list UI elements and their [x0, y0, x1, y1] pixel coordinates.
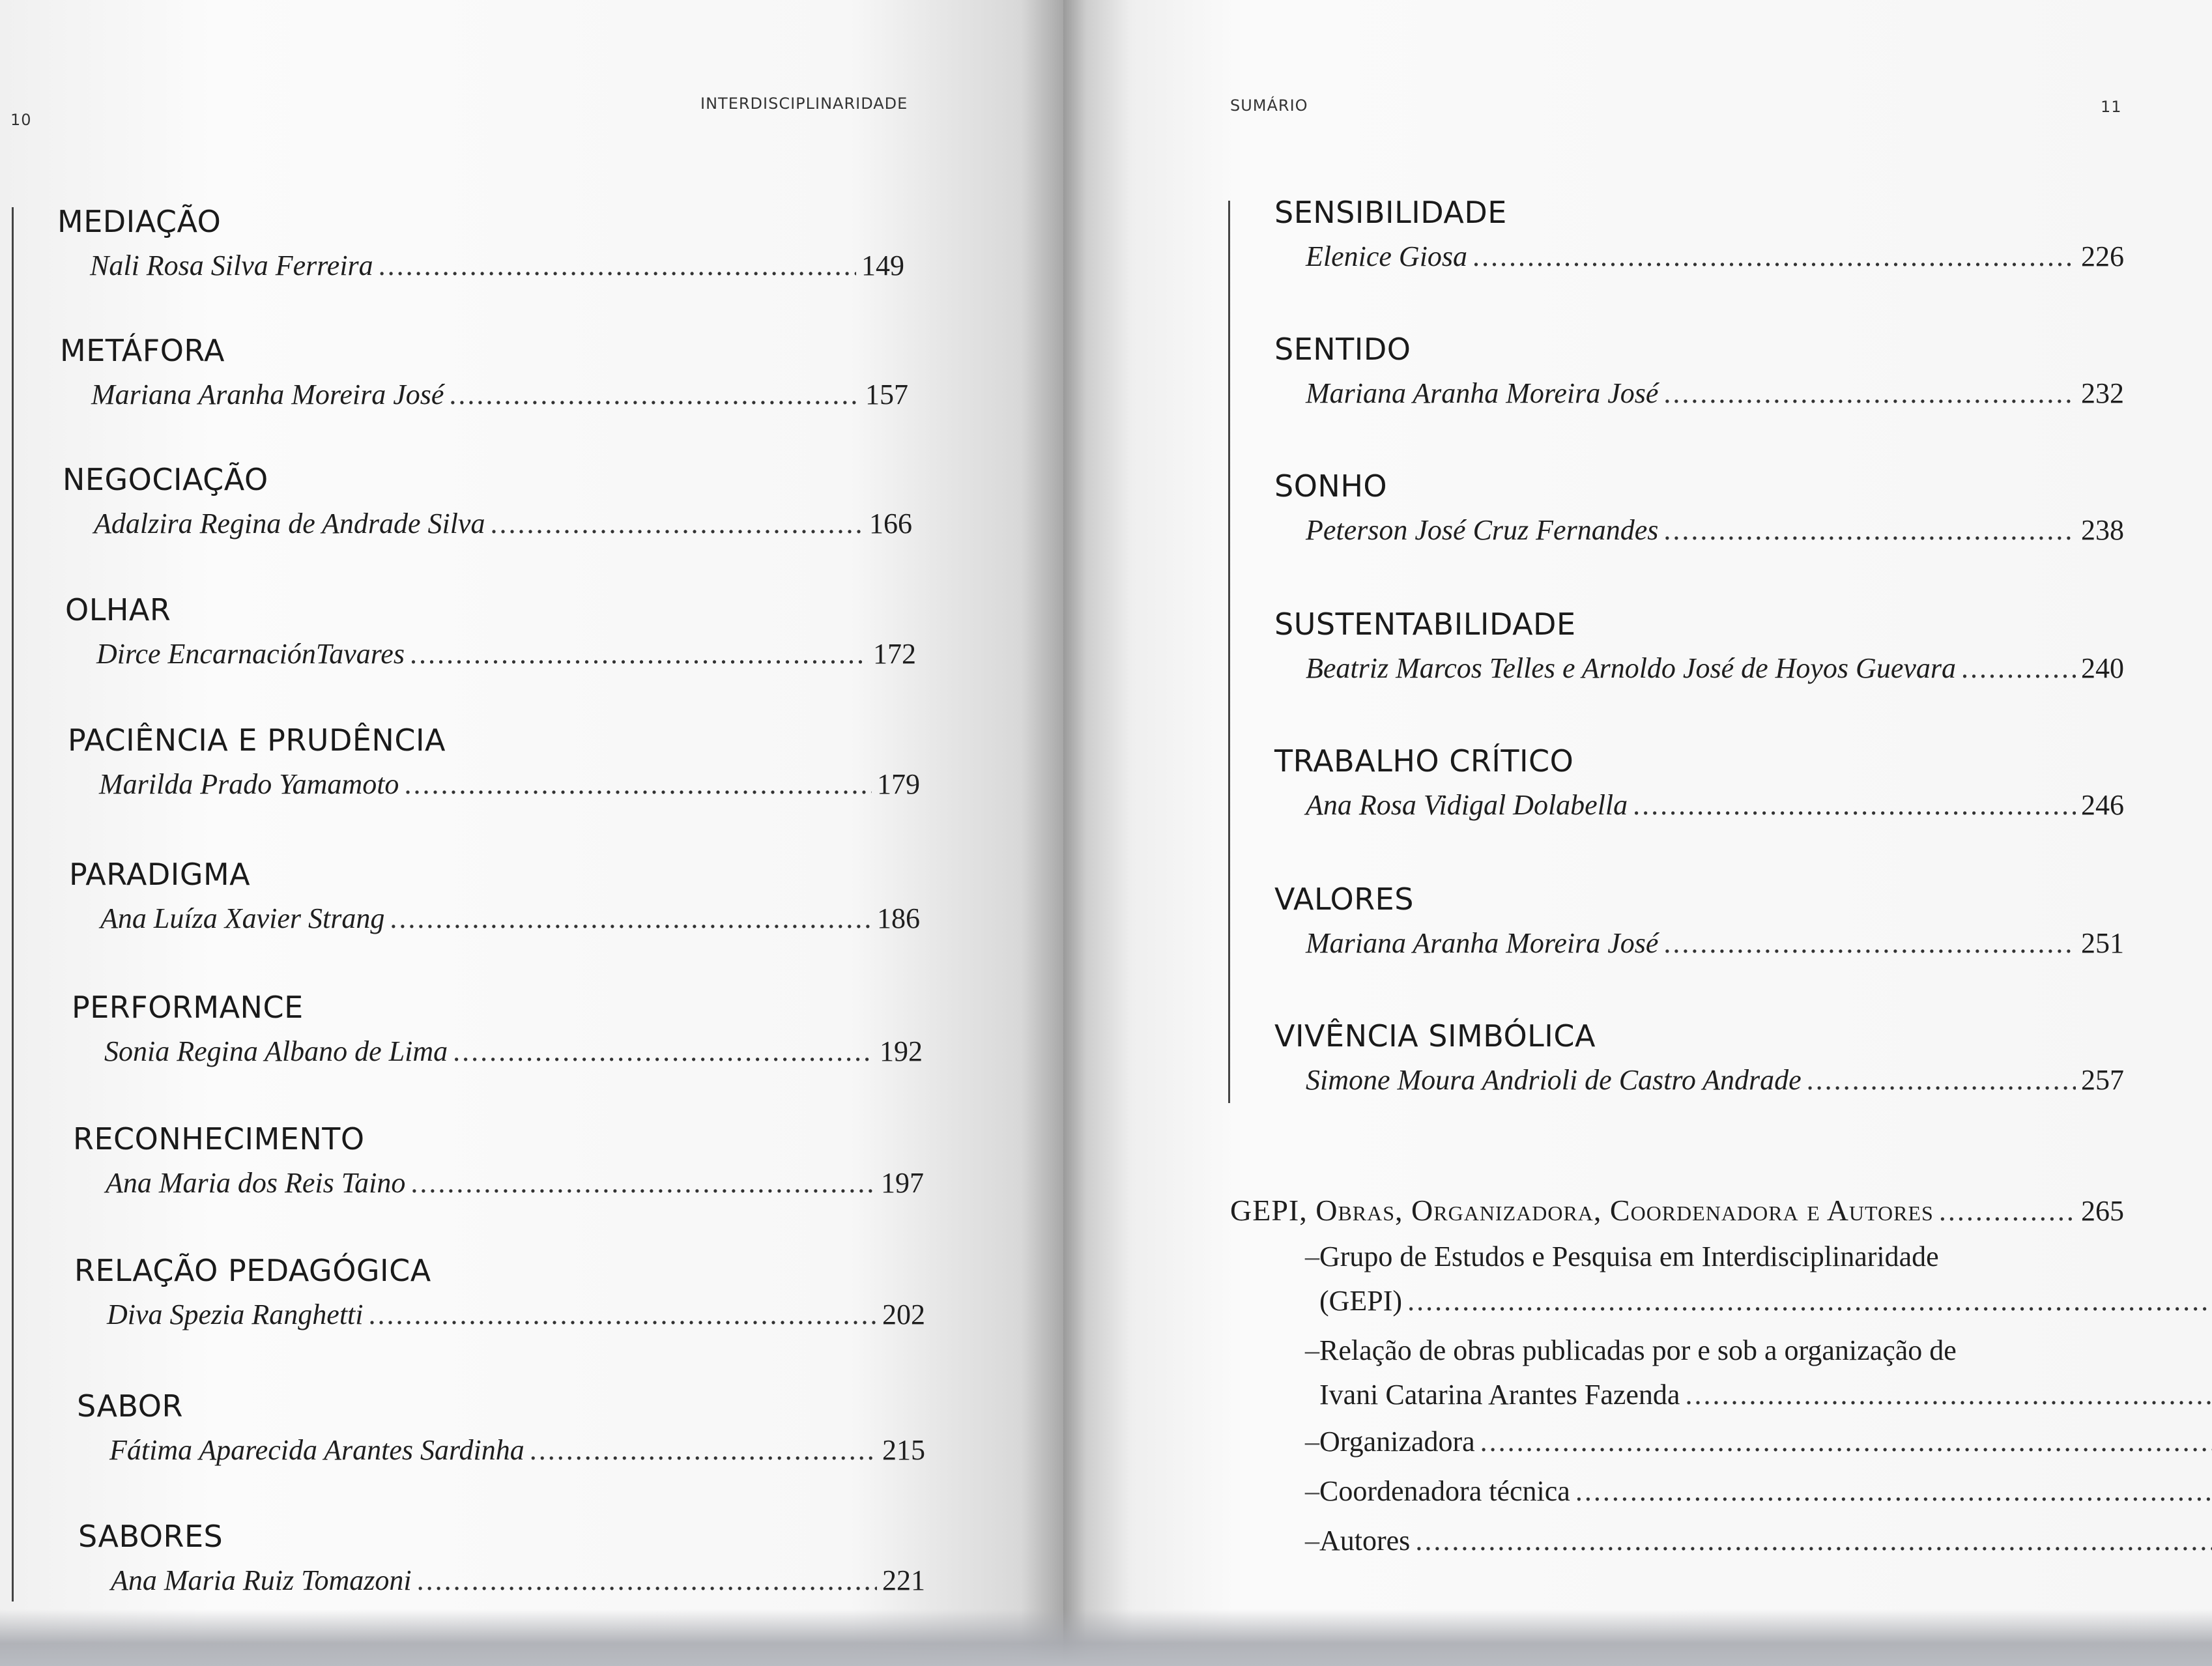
left-margin-rule	[12, 207, 14, 1601]
dash-bullet: –	[1305, 1426, 1319, 1458]
toc-heading: MEDIAÇÃO	[57, 204, 222, 239]
toc-page: 240	[2081, 652, 2124, 684]
leader-dots	[390, 900, 872, 937]
gepi-item-label: Coordenadora técnica	[1319, 1475, 1570, 1507]
leader-dots	[1415, 1516, 2212, 1566]
toc-page: 197	[881, 1167, 924, 1199]
gepi-item[interactable]	[1305, 1467, 2124, 1516]
gepi-title: GEPI, Obras, Organizadora, Coordenadora e Autores	[1230, 1194, 1934, 1227]
toc-entry[interactable]	[77, 1388, 925, 1469]
left-page	[0, 0, 1063, 1666]
toc-heading: NEGOCIAÇÃO	[63, 462, 268, 497]
toc-author: Ana Maria dos Reis Taino	[106, 1167, 406, 1199]
toc-page: 192	[880, 1035, 923, 1067]
toc-page: 251	[2081, 927, 2124, 959]
toc-page: 172	[873, 638, 916, 670]
leader-dots	[1472, 238, 2076, 275]
leader-dots	[1663, 925, 2076, 962]
gepi-section	[1230, 1192, 2124, 1566]
toc-entry[interactable]	[1274, 194, 2124, 275]
leader-dots	[1407, 1279, 2212, 1323]
toc-page: 257	[2081, 1064, 2124, 1096]
toc-page: 221	[882, 1564, 925, 1596]
toc-entry[interactable]	[63, 461, 912, 542]
toc-author: Dirce EncarnaciónTavares	[96, 638, 405, 670]
leader-dots	[530, 1432, 877, 1469]
toc-heading: VALORES	[1274, 882, 1414, 917]
toc-entry[interactable]	[1274, 1018, 2124, 1099]
leader-dots	[410, 1165, 876, 1201]
toc-page: 202	[882, 1299, 925, 1330]
toc-page: 179	[877, 768, 920, 800]
toc-heading: TRABALHO CRÍTICO	[1274, 743, 1574, 779]
toc-heading: RELAÇÃO PEDAGÓGICA	[74, 1253, 431, 1288]
leader-dots	[1961, 650, 2076, 687]
gepi-item[interactable]	[1305, 1516, 2124, 1566]
toc-author: Ana Maria Ruiz Tomazoni	[111, 1564, 412, 1596]
leader-dots	[1633, 787, 2076, 824]
toc-page: 166	[869, 508, 912, 539]
gepi-item-line1: Relação de obras publicadas por e sob a organização de	[1319, 1334, 1957, 1366]
toc-author: Nali Rosa Silva Ferreira	[90, 250, 373, 281]
leader-dots	[410, 636, 868, 672]
gepi-item-line2: Ivani Catarina Arantes Fazenda	[1319, 1379, 1680, 1411]
right-page-number: 11	[2101, 98, 2122, 116]
gepi-item-line1: Grupo de Estudos e Pesquisa em Interdisciplinaridade	[1319, 1241, 1939, 1272]
toc-heading: PACIÊNCIA E PRUDÊNCIA	[68, 723, 446, 758]
toc-entry[interactable]	[1274, 881, 2124, 962]
toc-page: 215	[882, 1434, 925, 1466]
toc-entry[interactable]	[69, 856, 920, 937]
toc-author: Ana Rosa Vidigal Dolabella	[1306, 789, 1628, 821]
right-page	[1063, 0, 2212, 1666]
toc-heading: SABORES	[78, 1519, 223, 1554]
toc-author: Mariana Aranha Moreira José	[1306, 377, 1659, 409]
leader-dots	[1663, 512, 2076, 549]
toc-page: 246	[2081, 789, 2124, 821]
leader-dots	[1685, 1373, 2212, 1417]
toc-entry[interactable]	[1274, 468, 2124, 549]
toc-entry[interactable]	[1274, 743, 2124, 824]
toc-author: Adalzira Regina de Andrade Silva	[94, 508, 485, 539]
toc-entry[interactable]	[78, 1518, 925, 1599]
toc-author: Ana Luíza Xavier Strang	[100, 902, 385, 934]
gepi-item[interactable]	[1305, 1417, 2124, 1467]
gepi-title-line[interactable]	[1230, 1192, 2124, 1229]
toc-author: Simone Moura Andrioli de Castro Andrade	[1306, 1064, 1802, 1096]
gepi-item-line2: (GEPI)	[1319, 1285, 1403, 1317]
toc-heading: PARADIGMA	[69, 857, 251, 892]
toc-page: 186	[877, 902, 920, 934]
leader-dots	[404, 766, 872, 803]
dash-bullet: –	[1305, 1241, 1319, 1272]
scanner-edge-shadow	[0, 1609, 2212, 1666]
left-running-head: INTERDISCIPLINARIDADE	[700, 94, 908, 113]
left-page-number: 10	[10, 111, 32, 129]
toc-page: 265	[2081, 1195, 2124, 1227]
toc-author: Diva Spezia Ranghetti	[107, 1299, 364, 1330]
toc-page: 232	[2081, 377, 2124, 409]
toc-entry[interactable]	[74, 1252, 925, 1333]
toc-author: Elenice Giosa	[1306, 240, 1468, 272]
toc-author: Mariana Aranha Moreira José	[1306, 927, 1659, 959]
toc-heading: SUSTENTABILIDADE	[1274, 607, 1576, 642]
leader-dots	[1480, 1417, 2212, 1467]
dash-bullet: –	[1305, 1525, 1319, 1557]
leader-dots	[449, 377, 860, 413]
toc-entry[interactable]	[1274, 606, 2124, 687]
gepi-item[interactable]	[1305, 1328, 2124, 1417]
toc-heading: METÁFORA	[60, 333, 225, 368]
toc-heading: RECONHECIMENTO	[73, 1121, 365, 1156]
toc-page: 226	[2081, 240, 2124, 272]
leader-dots	[369, 1297, 878, 1333]
toc-heading: SONHO	[1274, 468, 1388, 504]
gepi-item[interactable]	[1305, 1235, 2124, 1323]
leader-dots	[490, 506, 864, 542]
toc-entry[interactable]	[68, 722, 920, 803]
toc-heading: PERFORMANCE	[72, 990, 304, 1025]
toc-heading: SENSIBILIDADE	[1274, 195, 1507, 230]
toc-entry[interactable]	[57, 203, 904, 284]
toc-heading: SABOR	[77, 1388, 183, 1424]
leader-dots	[1575, 1467, 2212, 1516]
dash-bullet: –	[1305, 1475, 1319, 1507]
dash-bullet: –	[1305, 1334, 1319, 1366]
gepi-item-label: Autores	[1319, 1525, 1411, 1557]
leader-dots	[453, 1033, 874, 1070]
leader-dots	[379, 248, 856, 284]
leader-dots	[1663, 375, 2076, 412]
leader-dots	[417, 1562, 877, 1599]
toc-entry[interactable]	[60, 332, 908, 413]
toc-author: Sonia Regina Albano de Lima	[104, 1035, 448, 1067]
toc-heading: OLHAR	[65, 592, 171, 627]
toc-author: Fátima Aparecida Arantes Sardinha	[109, 1434, 524, 1466]
toc-page: 157	[865, 379, 908, 410]
toc-entry[interactable]	[1274, 331, 2124, 412]
leader-dots	[1939, 1193, 2076, 1229]
toc-author: Mariana Aranha Moreira José	[91, 379, 444, 410]
toc-page: 238	[2081, 514, 2124, 546]
toc-author: Marilda Prado Yamamoto	[99, 768, 399, 800]
toc-heading: VIVÊNCIA SIMBÓLICA	[1274, 1018, 1596, 1054]
right-running-head: SUMÁRIO	[1230, 96, 1308, 115]
leader-dots	[1807, 1062, 2076, 1099]
toc-entry[interactable]	[73, 1121, 924, 1201]
gepi-item-label: Organizadora	[1319, 1426, 1475, 1458]
toc-entry[interactable]	[65, 592, 916, 672]
toc-entry[interactable]	[72, 989, 923, 1070]
toc-page: 149	[861, 250, 904, 281]
right-margin-rule	[1228, 201, 1230, 1103]
toc-author: Peterson José Cruz Fernandes	[1306, 514, 1659, 546]
toc-author: Beatriz Marcos Telles e Arnoldo José de Hoyos Guevara	[1306, 652, 1957, 684]
toc-heading: SENTIDO	[1274, 332, 1411, 367]
